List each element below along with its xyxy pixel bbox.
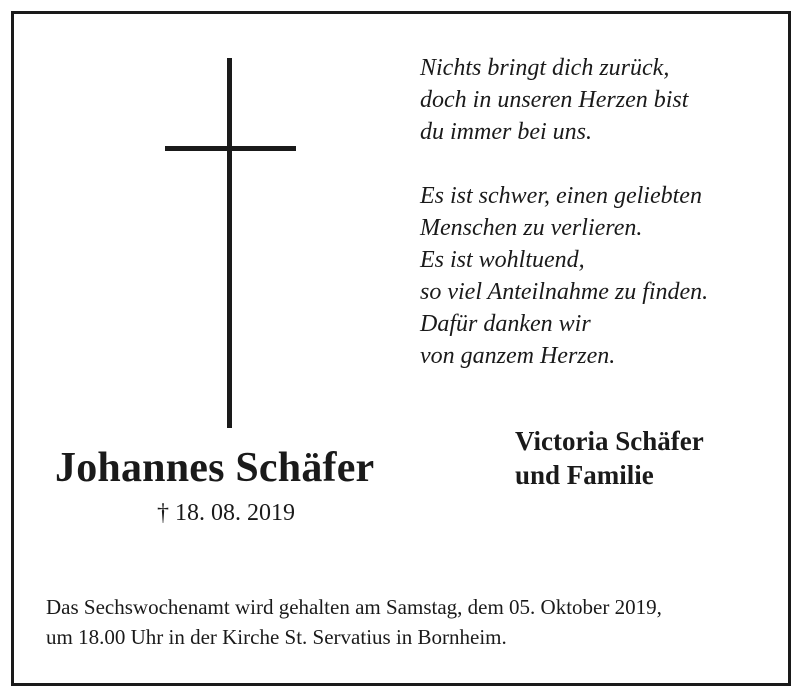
poem-line: doch in unseren Herzen bist: [420, 87, 689, 113]
poem-line: du immer bei uns.: [420, 119, 592, 145]
poem-line: Menschen zu verlieren.: [420, 215, 643, 241]
poem-line: Es ist schwer, einen geliebten: [420, 183, 702, 209]
poem-stanza-1: [420, 52, 780, 148]
service-notice: [46, 592, 662, 652]
poem-line: Es ist wohltuend,: [420, 247, 585, 273]
signature-line: Victoria Schäfer: [515, 426, 704, 456]
poem-line: von ganzem Herzen.: [420, 343, 616, 369]
poem-stanza-2: [420, 180, 780, 372]
memorial-poem: [420, 52, 780, 404]
notice-line: Das Sechswochenamt wird gehalten am Samstag, dem 05. Oktober 2019,: [46, 595, 662, 619]
poem-line: Dafür danken wir: [420, 311, 591, 337]
family-signature: [515, 424, 704, 492]
notice-line: um 18.00 Uhr in der Kirche St. Servatius in Bornheim.: [46, 625, 507, 649]
signature-line: und Familie: [515, 460, 654, 490]
cross-icon-horizontal-beam: [165, 146, 296, 151]
poem-line: so viel Anteilnahme zu finden.: [420, 279, 709, 305]
deceased-name: Johannes Schäfer: [55, 445, 375, 491]
cross-icon-vertical-beam: [227, 58, 232, 428]
poem-line: Nichts bringt dich zurück,: [420, 55, 670, 81]
death-date: † 18. 08. 2019: [157, 500, 295, 526]
